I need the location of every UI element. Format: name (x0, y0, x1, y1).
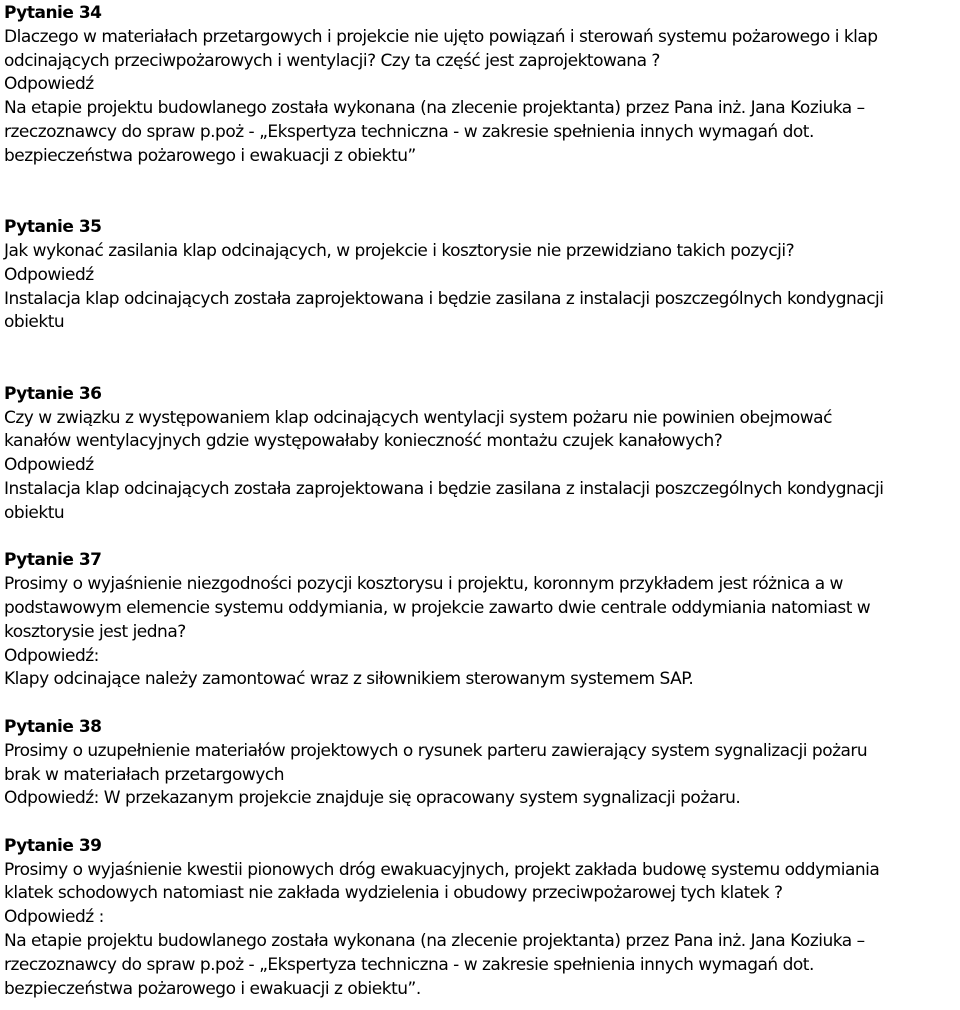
question-text-line: Jak wykonać zasilania klap odcinających, w projekcie i kosztorysie nie przewidziano takich pozycji? (4, 240, 795, 261)
question-title: Pytanie 36 (4, 383, 102, 404)
question-text-line: podstawowym elemencie systemu oddymiania, w projekcie zawarto dwie centrale oddymiania natomiast w (4, 597, 871, 618)
question-text-line: Prosimy o wyjaśnienie kwestii pionowych dróg ewakuacyjnych, projekt zakłada budowę systemu oddymiania (4, 859, 880, 880)
answer-text-line: Na etapie projektu budowlanego została wykonana (na zlecenie projektanta) przez Pana inż. Jana Koziuka – (4, 98, 865, 119)
answer-text-line: bezpieczeństwa pożarowego i ewakuacji z obiektu”. (4, 978, 421, 999)
question-38-section (4, 716, 960, 811)
answer-text-line: bezpieczeństwa pożarowego i ewakuacji z obiektu” (4, 145, 416, 166)
answer-label: Odpowiedź (4, 455, 94, 476)
question-text-line: odcinających przeciwpożarowych i wentylacji? Czy ta część jest zaprojektowana ? (4, 50, 660, 71)
answer-label: Odpowiedź (4, 74, 94, 95)
question-39-section (4, 835, 960, 1002)
answer-text-line: Instalacja klap odcinających została zaprojektowana i będzie zasilana z instalacji poszczególnych kondygnacji (4, 288, 884, 309)
answer-text-line: rzeczoznawcy do spraw p.poż - „Ekspertyza techniczna - w zakresie spełnienia innych wymagań dot. (4, 954, 814, 975)
section-spacer (4, 692, 960, 716)
question-35-section (4, 216, 960, 335)
question-title: Pytanie 38 (4, 716, 102, 737)
document-body (4, 2, 960, 1001)
question-title: Pytanie 39 (4, 835, 102, 856)
question-text-line: brak w materiałach przetargowych (4, 764, 284, 785)
question-text-line: Czy w związku z występowaniem klap odcinających wentylacji system pożaru nie powinien obejmować (4, 407, 832, 428)
answer-label: Odpowiedź : (4, 907, 104, 928)
answer-label: Odpowiedź (4, 264, 94, 285)
question-36-section (4, 383, 960, 526)
question-34-section (4, 2, 960, 169)
question-37-section (4, 549, 960, 692)
question-text-line: kosztorysie jest jedna? (4, 621, 186, 642)
question-text-line: Dlaczego w materiałach przetargowych i projekcie nie ujęto powiązań i sterowań systemu pożarowego i klap (4, 26, 878, 47)
answer-text-line: Klapy odcinające należy zamontować wraz z siłownikiem sterowanym systemem SAP. (4, 669, 694, 690)
section-spacer (4, 811, 960, 835)
section-spacer (4, 526, 960, 550)
question-text-line: Prosimy o wyjaśnienie niezgodności pozycji kosztorysu i projektu, koronnym przykładem jest różnica a w (4, 574, 843, 595)
answer-text-line: obiektu (4, 502, 65, 523)
question-title: Pytanie 34 (4, 3, 102, 23)
question-text-line: klatek schodowych natomiast nie zakłada wydzielenia i obudowy przeciwpożarowej tych klatek ? (4, 883, 783, 904)
section-spacer (4, 335, 960, 383)
answer-text-line: Odpowiedź: W przekazanym projekcie znajduje się opracowany system sygnalizacji pożaru. (4, 788, 741, 809)
section-spacer (4, 169, 960, 217)
question-title: Pytanie 35 (4, 217, 102, 238)
answer-label: Odpowiedź: (4, 645, 99, 666)
question-text-line: Prosimy o uzupełnienie materiałów projektowych o rysunek parteru zawierający system sygnalizacji pożaru (4, 740, 868, 761)
question-title: Pytanie 37 (4, 550, 102, 571)
answer-text-line: obiektu (4, 312, 65, 333)
answer-text-line: Instalacja klap odcinających została zaprojektowana i będzie zasilana z instalacji poszczególnych kondygnacji (4, 478, 884, 499)
answer-text-line: Na etapie projektu budowlanego została wykonana (na zlecenie projektanta) przez Pana inż. Jana Koziuka – (4, 931, 865, 952)
answer-text-line: rzeczoznawcy do spraw p.poż - „Ekspertyza techniczna - w zakresie spełnienia innych wymagań dot. (4, 121, 814, 142)
question-text-line: kanałów wentylacyjnych gdzie występowałaby konieczność montażu czujek kanałowych? (4, 431, 723, 452)
